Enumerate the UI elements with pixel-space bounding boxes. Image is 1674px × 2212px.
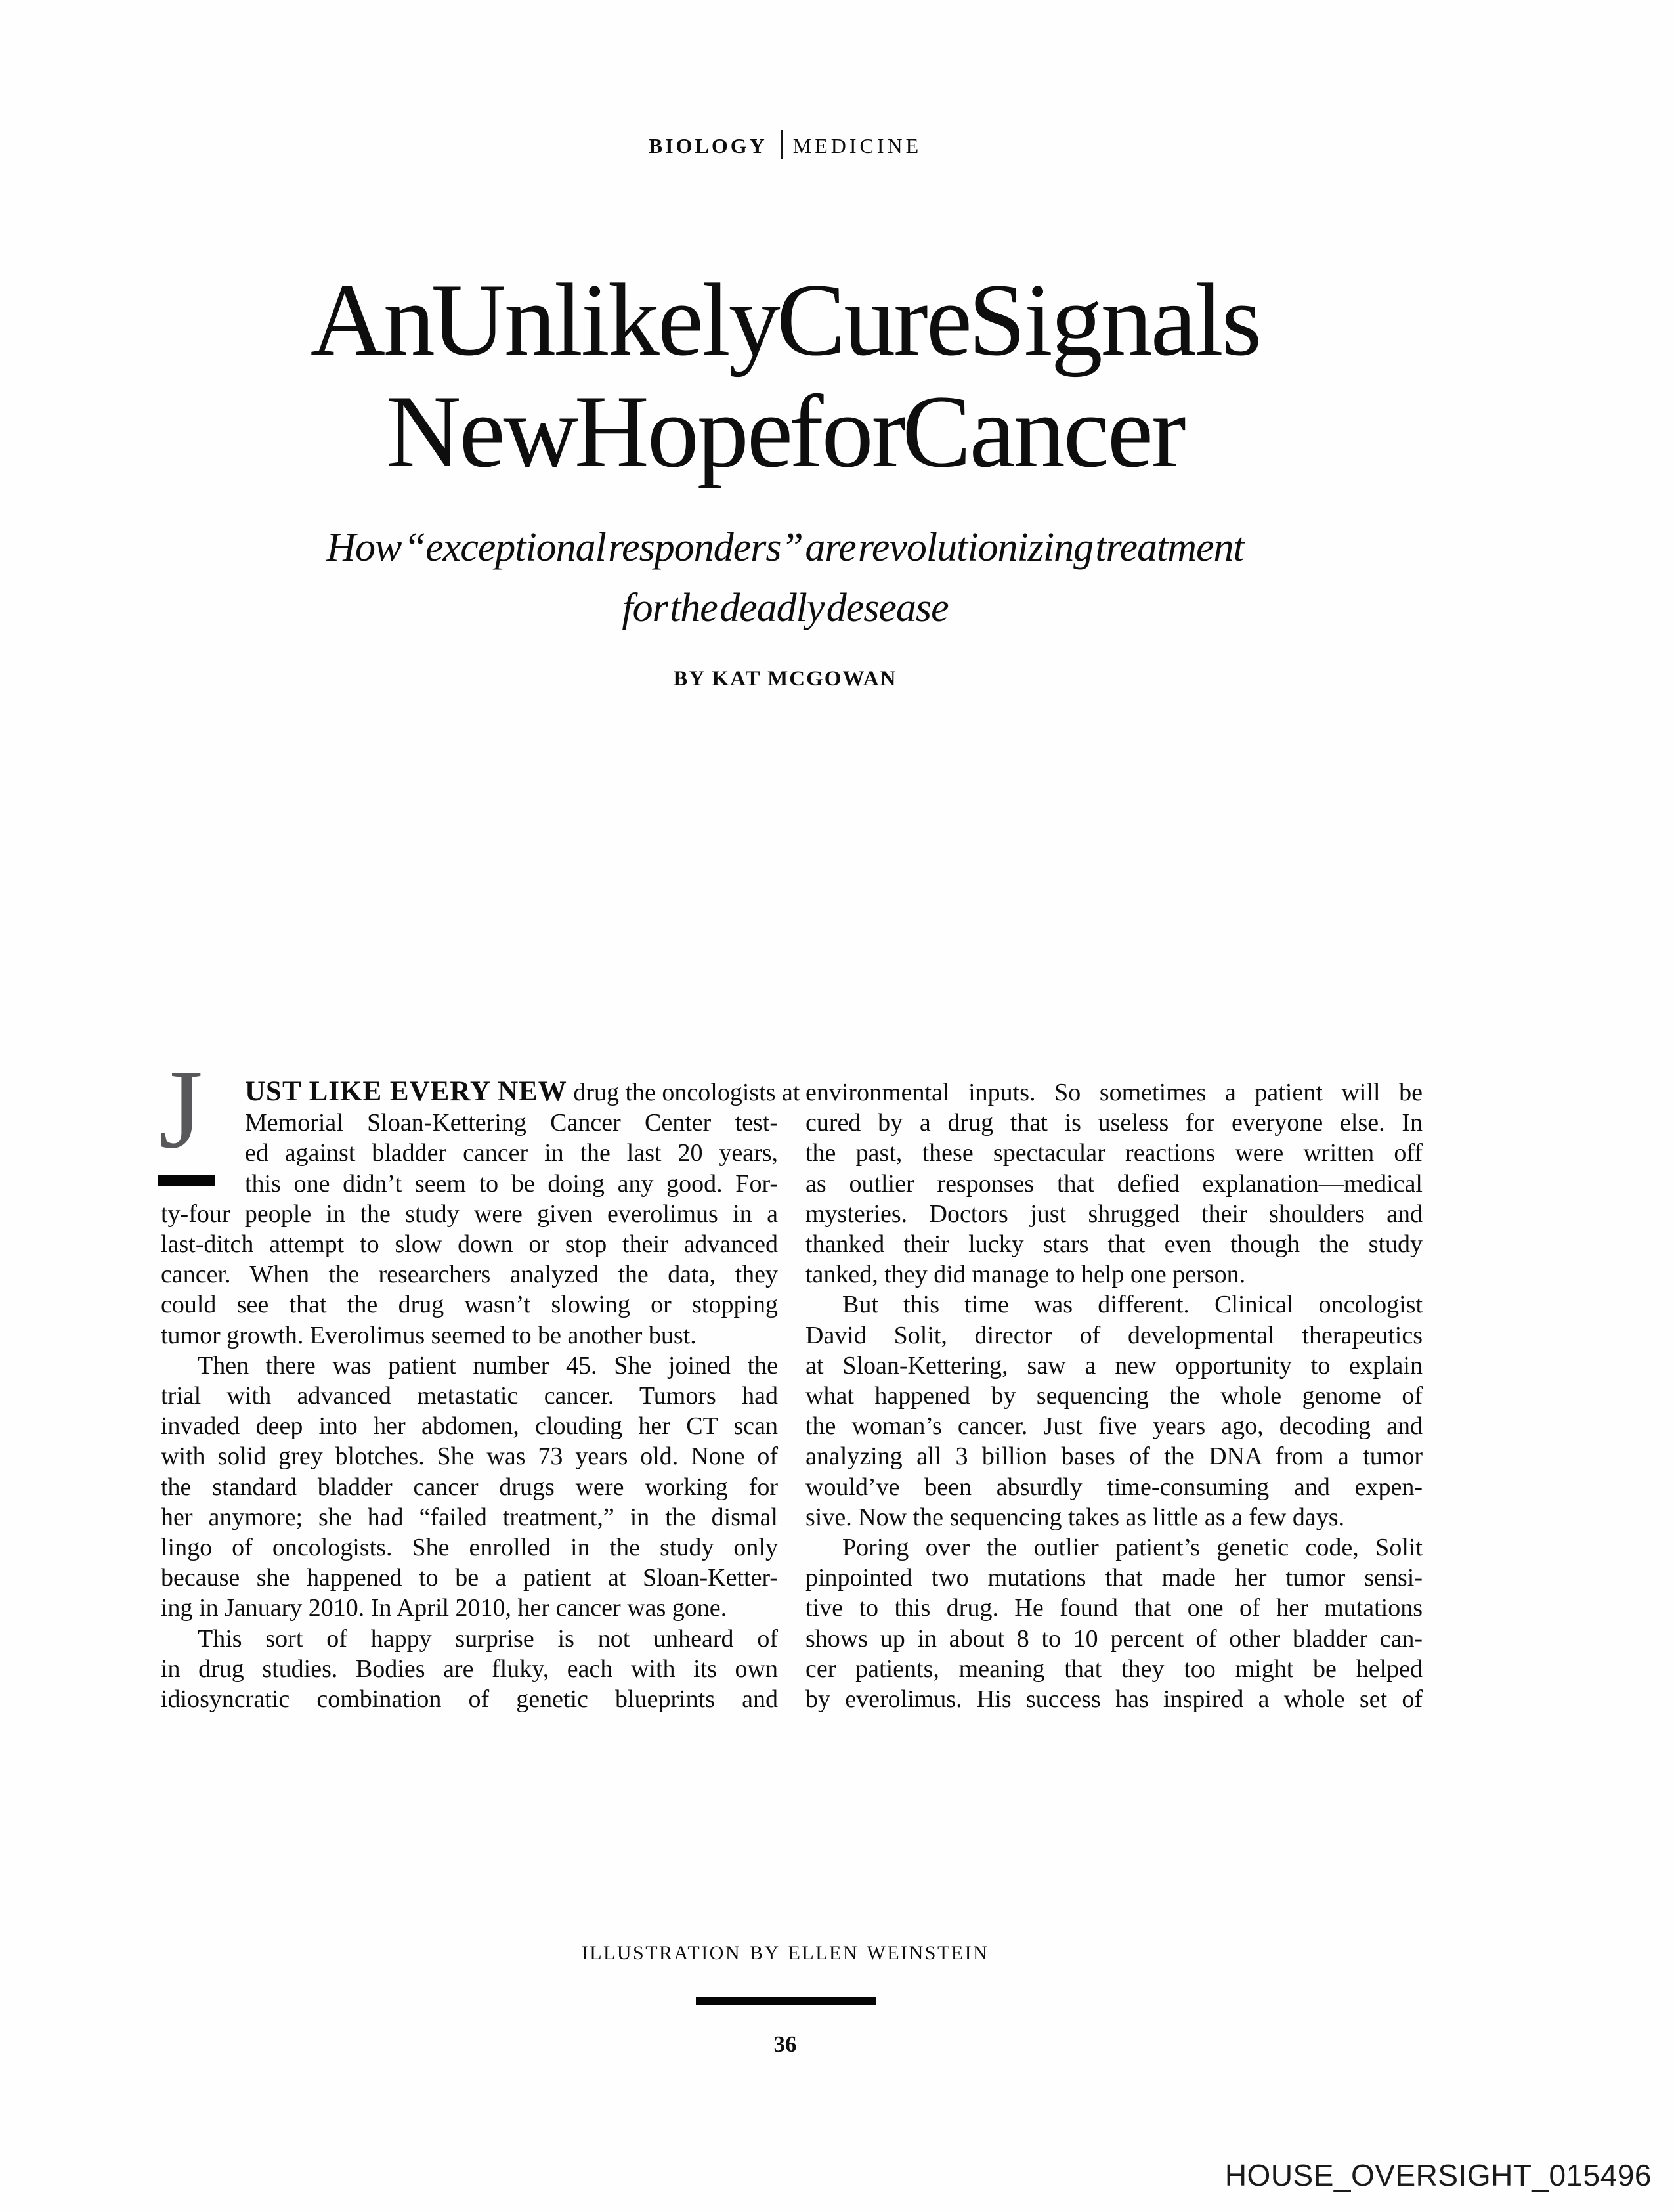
drop-cap-letter: J — [159, 1047, 203, 1172]
body-line: as outlier responses that defied explanation—medical — [805, 1169, 1423, 1198]
body-line: cancer. When the researchers analyzed the data, they — [161, 1261, 778, 1289]
page-title-line-2: New Hope for Cancer — [386, 374, 1184, 489]
body-line: in drug studies. Bodies are fluky, each with its own — [161, 1655, 778, 1683]
kicker-section-medicine: MEDICINE — [792, 134, 922, 158]
body-line: environmental inputs. So sometimes a patient will be — [805, 1079, 1423, 1106]
body-line: ty-four people in the study were given everolimus in a — [161, 1200, 778, 1228]
body-line: analyzing all 3 billion bases of the DNA from a tumor — [805, 1442, 1423, 1471]
body-line: lingo of oncologists. She enrolled in the study only — [161, 1534, 778, 1562]
body-line: Memorial Sloan-Kettering Cancer Center test- — [245, 1109, 778, 1137]
page-title — [0, 265, 1570, 488]
body-line: sive. Now the sequencing takes as little as a few days. — [805, 1503, 1344, 1531]
body-line: ing in January 2010. In April 2010, her cancer was gone. — [161, 1594, 727, 1622]
body-line: because she happened to be a patient at Sloan-Ketter- — [161, 1564, 778, 1592]
body-line: mysteries. Doctors just shrugged their shoulders and — [805, 1200, 1423, 1228]
body-line: idiosyncratic combination of genetic blueprints and — [161, 1685, 778, 1714]
body-line: David Solit, director of developmental therapeutics — [805, 1321, 1423, 1349]
body-line: by everolimus. His success has inspired a whole set of — [805, 1685, 1423, 1714]
body-line: at Sloan-Kettering, saw a new opportunity to explain — [805, 1351, 1423, 1379]
body-line: tanked, they did manage to help one person. — [805, 1261, 1246, 1289]
subtitle-line-2: for the deadly desease — [622, 586, 949, 630]
watermark-bates-number: HOUSE_OVERSIGHT_015496 — [1224, 2158, 1652, 2192]
footer-rule — [696, 1997, 876, 2005]
drop-cap-rule — [158, 1175, 215, 1186]
body-line: Poring over the outlier patient’s genetic code, Solit — [842, 1534, 1423, 1562]
paragraph-lead-small-caps: UST LIKE EVERY NEW — [245, 1076, 567, 1107]
body-line: cer patients, meaning that they too might be helped — [805, 1655, 1423, 1683]
body-line: ed against bladder cancer in the last 20 years, — [245, 1139, 778, 1167]
kicker-section-biology: BIOLOGY — [648, 134, 767, 158]
kicker — [0, 130, 1570, 159]
kicker-divider — [781, 130, 783, 159]
illustration-credit: ILLUSTRATION BY ELLEN WEINSTEIN — [581, 1942, 989, 1964]
subtitle — [0, 517, 1570, 638]
subtitle-line-1: How “exceptional responders” are revolutionizing treatment — [326, 525, 1244, 570]
body-line: the standard bladder cancer drugs were working for — [161, 1473, 778, 1501]
body-line: invaded deep into her abdomen, clouding her CT scan — [161, 1412, 778, 1441]
body-line: could see that the drug wasn’t slowing or stopping — [161, 1291, 778, 1319]
body-line: thanked their lucky stars that even though the study — [805, 1230, 1423, 1259]
body-line: tumor growth. Everolimus seemed to be another bust. — [161, 1321, 697, 1349]
body-line: her anymore; she had “failed treatment,” in the dismal — [161, 1503, 778, 1531]
byline: BY KAT MCGOWAN — [673, 667, 897, 691]
body-line: this one didn’t seem to be doing any good. For- — [245, 1169, 778, 1198]
body-column-left — [159, 1047, 800, 1714]
body-line: tive to this drug. He found that one of her mutations — [805, 1594, 1423, 1622]
body-line: pinpointed two mutations that made her tumor sensi- — [805, 1564, 1423, 1592]
body-line: cured by a drug that is useless for everyone else. In — [805, 1109, 1423, 1137]
body-line: UST LIKE EVERY NEW drug the oncologists at — [245, 1076, 800, 1107]
body-column-right — [805, 1077, 1423, 1714]
page-number: 36 — [773, 2031, 797, 2057]
body-line: Then there was patient number 45. She joined the — [198, 1351, 778, 1379]
body-line: last-ditch attempt to slow down or stop their advanced — [161, 1230, 778, 1259]
body-line: what happened by sequencing the whole genome of — [805, 1382, 1423, 1410]
body-line: shows up in about 8 to 10 percent of other bladder can- — [805, 1624, 1423, 1653]
body-line: would’ve been absurdly time-consuming and expen- — [805, 1473, 1423, 1501]
body-line: the woman’s cancer. Just five years ago, decoding and — [805, 1412, 1423, 1441]
body-line: This sort of happy surprise is not unheard of — [198, 1624, 778, 1653]
page-title-line-1: An Unlikely Cure Signals — [310, 263, 1260, 378]
body-line: trial with advanced metastatic cancer. Tumors had — [161, 1382, 778, 1410]
body-line: with solid grey blotches. She was 73 years old. None of — [161, 1442, 778, 1471]
body-line: the past, these spectacular reactions were written off — [805, 1139, 1423, 1167]
body-line: But this time was different. Clinical oncologist — [842, 1291, 1423, 1319]
